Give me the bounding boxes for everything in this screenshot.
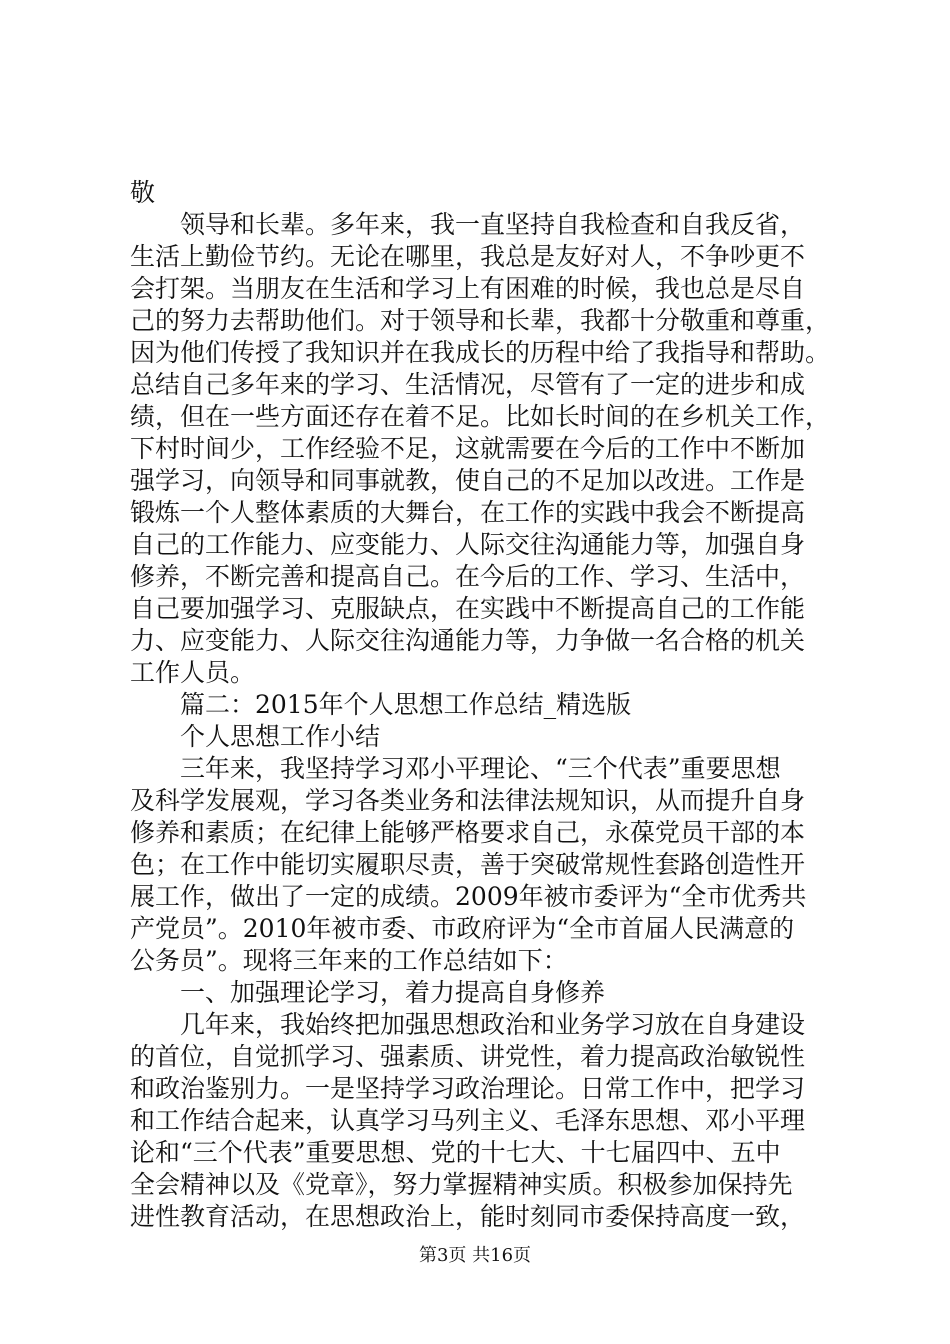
text-line: 论和“三个代表”重要思想、党的十七大、十七届四中、五中: [130, 1138, 781, 1167]
text-line: 几年来，我始终把加强思想政治和业务学习放在自身建设: [180, 1010, 806, 1039]
text-line: 自己要加强学习、克服缺点，在实践中不断提高自己的工作能: [130, 594, 806, 623]
text-line: 总结自己多年来的学习、生活情况，尽管有了一定的进步和成: [130, 370, 806, 399]
text-line: 色；在工作中能切实履职尽责，善于突破常规性套路创造性开: [130, 850, 806, 879]
text-line: 展工作，做出了一定的成绩。2009年被市委评为“全市优秀共: [130, 882, 807, 911]
text-line: 进性教育活动，在思想政治上，能时刻同市委保持高度一致，: [130, 1202, 806, 1231]
text-line: 自己的工作能力、应变能力、人际交往沟通能力等，加强自身: [130, 530, 806, 559]
text-line: 产党员”。2010年被市委、市政府评为“全市首届人民满意的: [130, 914, 795, 943]
text-line: 因为他们传授了我知识并在我成长的历程中给了我指导和帮助。: [130, 338, 831, 367]
text-line: 敬: [130, 178, 156, 207]
page-footer: 第3页 共16页: [418, 1245, 532, 1266]
text-line: 锻炼一个人整体素质的大舞台，在工作的实践中我会不断提高: [130, 498, 806, 527]
text-line: 力、应变能力、人际交往沟通能力等，力争做一名合格的机关: [130, 626, 806, 655]
text-line: 强学习，向领导和同事就教，使自己的不足加以改进。工作是: [130, 466, 806, 495]
text-line: 己的努力去帮助他们。对于领导和长辈，我都十分敬重和尊重，: [130, 306, 831, 335]
text-line: 修养和素质；在纪律上能够严格要求自己，永葆党员干部的本: [130, 818, 806, 847]
text-line: 领导和长辈。多年来，我一直坚持自我检查和自我反省，: [180, 210, 806, 239]
text-line: 的首位，自觉抓学习、强素质、讲党性，着力提高政治敏锐性: [130, 1042, 806, 1071]
section-heading: 篇二：2015年个人思想工作总结_精选版: [180, 690, 632, 719]
article-title: 个人思想工作小结: [180, 722, 381, 751]
text-line: 全会精神以及《党章》，努力掌握精神实质。积极参加保持先: [130, 1170, 793, 1199]
text-line: 修养，不断完善和提高自己。在今后的工作、学习、生活中，: [130, 562, 806, 591]
text-line: 生活上勤俭节约。无论在哪里，我总是友好对人，不争吵更不: [130, 242, 806, 271]
subsection-heading: 一、加强理论学习，着力提高自身修养: [180, 978, 606, 1007]
text-line: 和工作结合起来，认真学习马列主义、毛泽东思想、邓小平理: [130, 1106, 806, 1135]
text-line: 会打架。当朋友在生活和学习上有困难的时候，我也总是尽自: [130, 274, 806, 303]
text-line: 下村时间少，工作经验不足，这就需要在今后的工作中不断加: [130, 434, 806, 463]
text-line: 和政治鉴别力。一是坚持学习政治理论。日常工作中，把学习: [130, 1074, 806, 1103]
text-line: 公务员”。现将三年来的工作总结如下：: [130, 946, 568, 975]
text-line: 三年来，我坚持学习邓小平理论、“三个代表”重要思想: [180, 754, 781, 783]
text-line: 绩，但在一些方面还存在着不足。比如长时间的在乡机关工作，: [130, 402, 831, 431]
text-line: 及科学发展观，学习各类业务和法律法规知识，从而提升自身: [130, 786, 806, 815]
text-line: 工作人员。: [130, 658, 256, 687]
